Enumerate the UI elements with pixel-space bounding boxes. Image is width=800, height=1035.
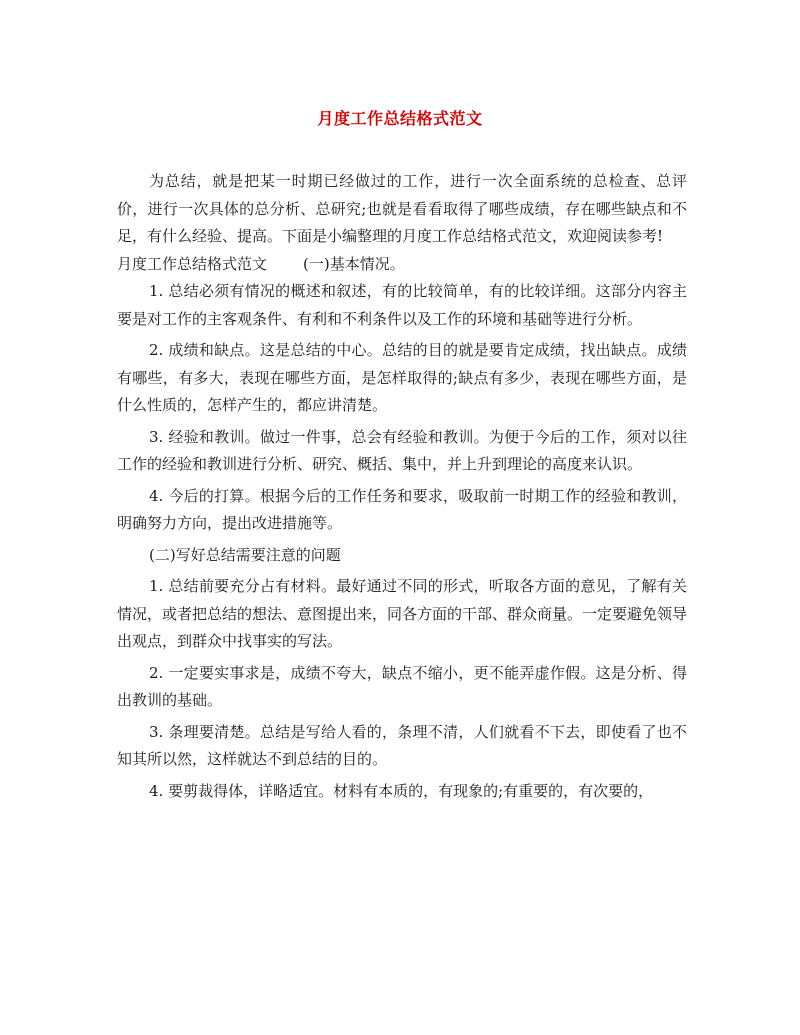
section-two-item-4: 4. 要剪裁得体，详略适宜。材料有本质的，有现象的;有重要的，有次要的， [149, 781, 654, 800]
document-body [117, 168, 687, 805]
section-one-item-2: 2. 成绩和缺点。这是总结的中心。总结的目的就是要肯定成绩，找出缺点。成绩有哪些，有多大，表现在哪些方面，是怎样取得的;缺点有多少，表现在哪些方面，是什么性质的，怎样产生的，都应讲清楚。 [117, 341, 687, 414]
section-two-title: (二)写好总结需要注意的问题 [149, 545, 341, 564]
intro-paragraph: 为总结，就是把某一时期已经做过的工作，进行一次全面系统的总检查、总评价，进行一次具体的总分析、总研究;也就是看看取得了哪些成绩，存在哪些缺点和不足，有什么经验、提高。下面是小编整理的月度工作总结格式范文，欢迎阅读参考! [117, 172, 687, 245]
section-heading-line [117, 251, 687, 279]
section-one-item-4: 4. 今后的打算。根据今后的工作任务和要求，吸取前一时期工作的经验和教训，明确努力方向，提出改进措施等。 [117, 486, 687, 532]
section-two-item-2: 2. 一定要实事求是，成绩不夸大，缺点不缩小，更不能弄虚作假。这是分析、得出教训的基础。 [117, 663, 687, 709]
section-one-item-1: 1. 总结必须有情况的概述和叙述，有的比较简单，有的比较详细。这部分内容主要是对工作的主客观条件、有利和不利条件以及工作的环境和基础等进行分析。 [117, 282, 687, 328]
document-title: 月度工作总结格式范文 [317, 109, 483, 128]
section-one-item-3: 3. 经验和教训。做过一件事，总会有经验和教训。为便于今后的工作，须对以往工作的经验和教训进行分析、研究、概括、集中，并上升到理论的高度来认识。 [117, 427, 687, 473]
section-two-item-1: 1. 总结前要充分占有材料。最好通过不同的形式，听取各方面的意见，了解有关情况，或者把总结的想法、意图提出来，同各方面的干部、群众商量。一定要避免领导出观点，到群众中找事实的写法。 [117, 577, 688, 650]
section-one-title: (一)基本情况。 [303, 254, 405, 273]
section-heading: 月度工作总结格式范文 [117, 254, 268, 273]
section-two-item-3: 3. 条理要清楚。总结是写给人看的，条理不清，人们就看不下去，即使看了也不知其所以然，这样就达不到总结的目的。 [117, 722, 687, 768]
